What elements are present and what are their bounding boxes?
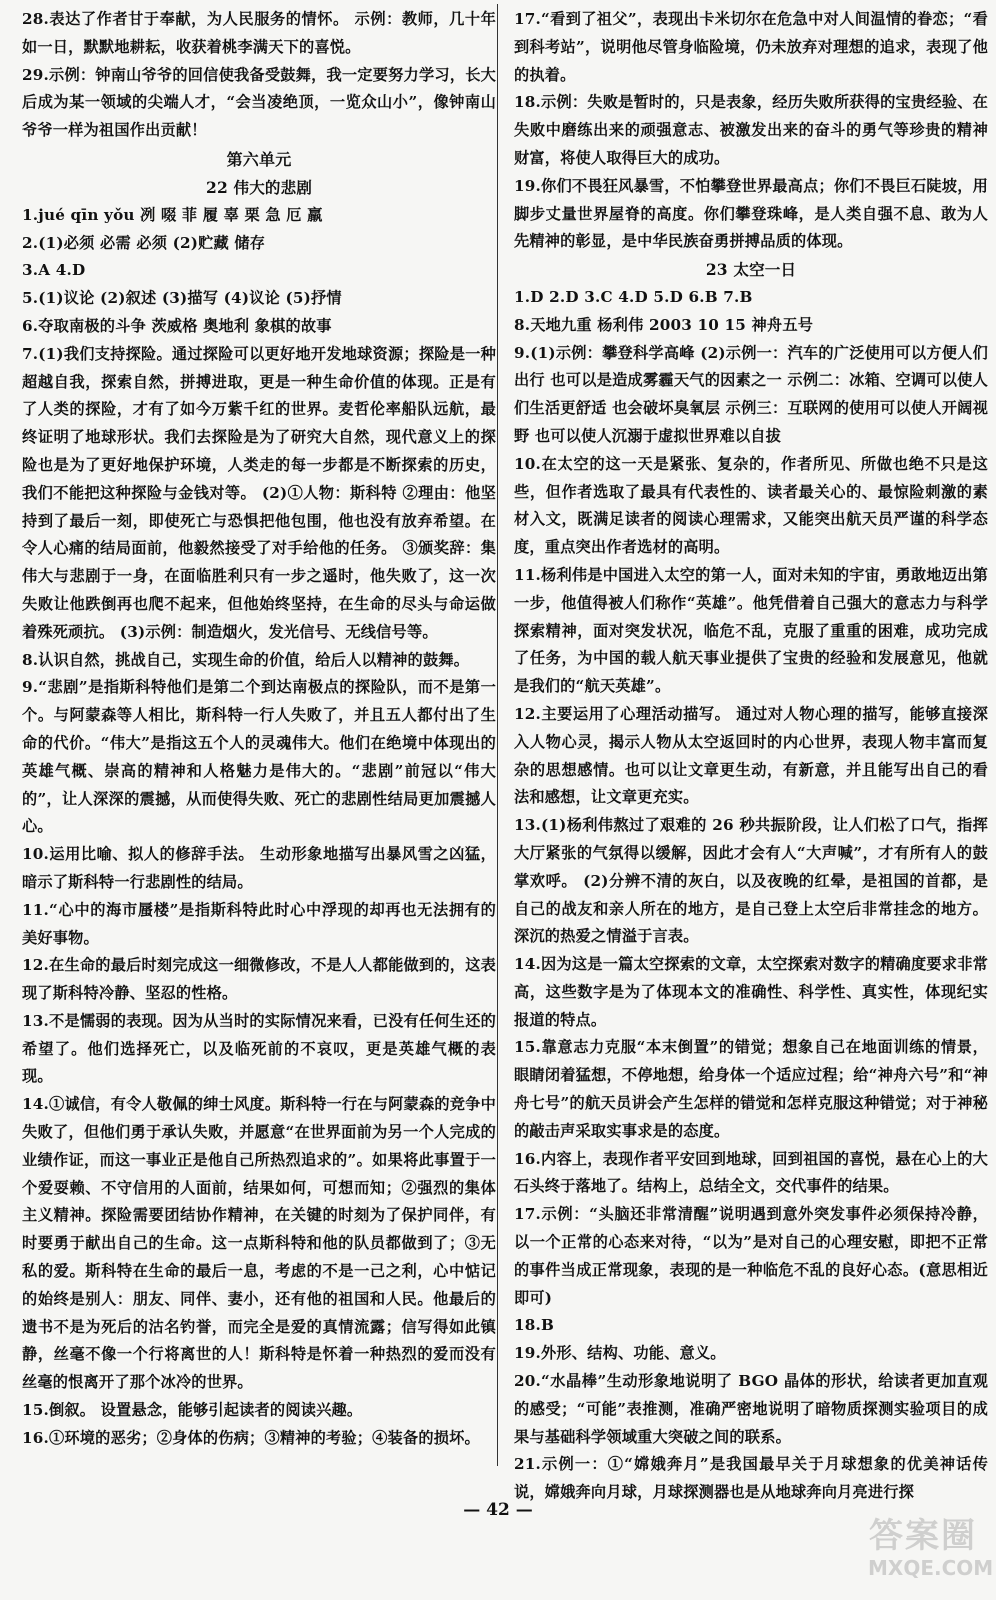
- answer-paragraph: 13.(1)杨利伟熬过了艰难的 26 秒共振阶段，让人们松了口气，指挥大厅紧张的气氛得以缓解，因此才会有人“大声喊”，才有所有人的鼓掌欢呼。 (2)分辨不清的灰白，以及夜晚的红晕，是祖国的首都，是自己的战友和亲人所在的地方，是自己登上太空后非常挂念的地方。深沉的热爱之情溢于言表。: [514, 816, 988, 946]
- answer-paragraph: 11.“心中的海市蜃楼”是指斯科特此时心中浮现的却再也无法拥有的美好事物。: [22, 900, 496, 947]
- watermark-logo: [868, 1516, 994, 1588]
- answer-paragraph: 2.(1)必须 必需 必须 (2)贮藏 储存: [22, 233, 266, 252]
- answer-paragraph: 28.表达了作者甘于奉献，为人民服务的情怀。 示例：教师，几十年如一日，默默地耕耘，收获着桃李满天下的喜悦。: [22, 10, 496, 56]
- answer-paragraph: 20.“水晶棒”生动形象地说明了 BGO 晶体的形状，给读者更加直观的感受；“可能”表推测，准确严密地说明了暗物质探测实验项目的成果与基础科学领域重大突破之间的联系。: [514, 1372, 988, 1446]
- answer-paragraph: 21.示例一：①“嫦娥奔月”是我国最早关于月球想象的优美神话传说，嫦娥奔向月球，月球探测器也是从地球奔向月亮进行探: [514, 1455, 988, 1502]
- answer-paragraph: 10.在太空的这一天是紧张、复杂的，作者所见、所做也绝不只是这些，但作者选取了最具有代表性的、读者最关心的、最惊险刺激的素材入文，既满足读者的阅读心理需求，又能突出航天员严谨的科学态度，重点突出作者选材的高明。: [514, 454, 988, 557]
- answer-paragraph: 7.(1)我们支持探险。通过探险可以更好地开发地球资源；探险是一种超越自我，探索自然，拼搏进取，更是一种生命价值的体现。正是有了人类的探险，才有了如今万紫千红的世界。麦哲伦率船队远航，最终证明了地球形状。我们去探险是为了研究大自然，现代意义上的探险也是为了更好地保护环境，人类走的每一步都是不断探索的历史，我们不能把这种探险与金钱对等。 (2)①人物：斯科特 ②理由：他坚持到了最后一刻，即使死亡与恐惧把他包围，他也没有放弃希望。在令人心痛的结局面前，他毅然接受了对手给他的任务。 ③颁奖辞：集伟大与悲剧于一身，在面临胜利只有一步之遥时，他失败了，这一次失败让他跌倒再也爬不起来，但他始终坚持，在生命的尽头与命运做着殊死顽抗。 (3)示例：制造烟火，发光信号、无线信号等。: [22, 344, 496, 641]
- answer-paragraph: 1.jué qīn yǒu 冽 啜 菲 履 辜 栗 急 厄 羸: [22, 205, 323, 224]
- answer-paragraph: 6.夺取南极的斗争 茨威格 奥地利 象棋的故事: [22, 316, 332, 335]
- answer-paragraph: 16.内容上，表现作者平安回到地球，回到祖国的喜悦，悬在心上的大石头终于落地了。结构上，总结全文，交代事件的结果。: [514, 1149, 988, 1196]
- answer-paragraph: 16.①环境的恶劣；②身体的伤病；③精神的考验；④装备的损坏。: [22, 1428, 480, 1447]
- answer-paragraph: 18.B: [514, 1316, 555, 1335]
- right-column: [514, 6, 988, 1507]
- answer-paragraph: 19.外形、结构、功能、意义。: [514, 1344, 726, 1363]
- page-number: — 42 —: [463, 1500, 533, 1520]
- answer-paragraph: 15.倒叙。 设置悬念，能够引起读者的阅读兴趣。: [22, 1401, 363, 1420]
- answer-paragraph: 8.天地九重 杨利伟 2003 10 15 神舟五号: [514, 315, 814, 334]
- answer-paragraph: 17.示例：“头脑还非常清醒”说明遇到意外突发事件必须保持冷静，以一个正常的心态来对待，“以为”是对自己的心理安慰，即把不正常的事件当成正常现象，表现的是一种临危不乱的良好心态。(意思相近即可): [514, 1205, 988, 1307]
- answer-paragraph: 10.运用比喻、拟人的修辞手法。 生动形象地描写出暴风雪之凶猛，暗示了斯科特一行悲剧性的结局。: [22, 845, 496, 891]
- answer-paragraph: 12.主要运用了心理活动描写。 通过对人物心理的描写，能够直接深入人物心灵，揭示人物从太空返回时的内心世界，表现人物丰富而复杂的思想感情。也可以让文章更生动，有新意，并且能写出自己的看法和感想，让文章更充实。: [514, 704, 988, 807]
- answer-paragraph: 9.(1)示例：攀登科学高峰 (2)示例一：汽车的广泛使用可以方便人们出行 也可以是造成雾霾天气的因素之一 示例二：冰箱、空调可以使人们生活更舒适 也会破坏臭氧层 示例三：互联网的使用可以使人开阔视野 也可以使人沉溺于虚拟世界难以自拔: [514, 343, 988, 445]
- watermark-text: 答案圈: [869, 1516, 977, 1556]
- left-column: [22, 6, 496, 1453]
- watermark-url: MXQE.COM: [868, 1556, 994, 1580]
- answer-paragraph: 13.不是懦弱的表现。因为从当时的实际情况来看，已没有任何生还的希望了。他们选择死亡，以及临死前的不哀叹，更是英雄气概的表现。: [22, 1011, 496, 1086]
- answer-paragraph: 14.①诚信，有令人敬佩的绅士风度。斯科特一行在与阿蒙森的竞争中失败了，但他们勇于承认失败，并愿意“在世界面前为另一个人完成的业绩作证，而这一事业正是他自己所热烈追求的”。如果将此事置于一个爱耍赖、不守信用的人面前，结果如何，可想而知；②强烈的集体主义精神。探险需要团结协作精神，在关键的时刻为了保护同伴，有时要勇于献出自己的生命。这一点斯科特和他的队员都做到了；③无私的爱。斯科特在生命的最后一息，考虑的不是一己之利，心中惦记的始终是别人：朋友、同伴、妻小，还有他的祖国和人民。他最后的遗书不是为死后的沽名钓誉，而完全是爱的真情流露；信写得如此镇静，丝毫不像一个行将离世的人！斯科特是怀着一种热烈的爱而没有丝毫的恨离开了那个冰冷的世界。: [22, 1095, 496, 1392]
- answer-paragraph: 9.“悲剧”是指斯科特他们是第二个到达南极点的探险队，而不是第一个。与阿蒙森等人相比，斯科特一行人失败了，并且五人都付出了生命的代价。“伟大”是指这五个人的灵魂伟大。他们在绝境中体现出的英雄气概、崇高的精神和人格魅力是伟大的。“悲剧”前冠以“伟大的”，让人深深的震撼，从而使得失败、死亡的悲剧性结局更加震撼人心。: [22, 678, 496, 836]
- section-heading: 23 太空一日: [705, 260, 797, 280]
- section-heading: 第六单元: [226, 149, 292, 169]
- answer-paragraph: 5.(1)议论 (2)叙述 (3)描写 (4)议论 (5)抒情: [22, 289, 342, 308]
- answer-paragraph: 3.A 4.D: [22, 261, 86, 280]
- answer-paragraph: 8.认识自然，挑战自己，实现生命的价值，给后人以精神的鼓舞。: [22, 650, 470, 669]
- answer-paragraph: 14.因为这是一篇太空探索的文章，太空探索对数字的精确度要求非常高，这些数字是为了体现本文的准确性、科学性、真实性，体现纪实报道的特点。: [514, 955, 988, 1029]
- answer-paragraph: 11.杨利伟是中国进入太空的第一人，面对未知的宇宙，勇敢地迈出第一步，他值得被人们称作“英雄”。他凭借着自己强大的意志力与科学探索精神，面对突发状况，临危不乱，克服了重重的困难，成功完成了任务，为中国的载人航天事业提供了宝贵的经验和发展意见，他就是我们的“航天英雄”。: [514, 565, 988, 696]
- section-heading: 22 伟大的悲剧: [205, 177, 313, 197]
- column-divider: [497, 4, 498, 1466]
- answer-paragraph: 19.你们不畏狂风暴雪，不怕攀登世界最高点；你们不畏巨石陡坡，用脚步丈量世界屋脊的高度。你们攀登珠峰，是人类自强不息、敢为人先精神的彰显，是中华民族奋勇拼搏品质的体现。: [514, 176, 988, 251]
- answer-paragraph: 29.示例：钟南山爷爷的回信使我备受鼓舞，我一定要努力学习，长大后成为某一领域的尖端人才，“会当凌绝顶，一览众山小”，像钟南山爷爷一样为祖国作出贡献！: [22, 65, 496, 140]
- answer-paragraph: 1.D 2.D 3.C 4.D 5.D 6.B 7.B: [514, 287, 753, 306]
- answer-paragraph: 17.“看到了祖父”，表现出卡米切尔在危急中对人间温情的眷恋；“看到科考站”，说明他尽管身临险境，仍未放弃对理想的追求，表现了他的执着。: [514, 10, 988, 84]
- answer-paragraph: 18.示例：失败是暂时的，只是表象，经历失败所获得的宝贵经验、在失败中磨练出来的顽强意志、被激发出来的奋斗的勇气等珍贵的精神财富，将使人取得巨大的成功。: [514, 93, 988, 167]
- answer-paragraph: 12.在生命的最后时刻完成这一细微修改，不是人人都能做到的，这表现了斯科特冷静、坚忍的性格。: [22, 956, 496, 1003]
- answer-paragraph: 15.靠意志力克服“本末倒置”的错觉；想象自己在地面训练的情景，眼睛闭着猛想，不停地想，给身体一个适应过程；给“神舟六号”和“神舟七号”的航天员讲会产生怎样的错觉和怎样克服这种错觉；对于神秘的敲击声采取实事求是的态度。: [514, 1038, 988, 1140]
